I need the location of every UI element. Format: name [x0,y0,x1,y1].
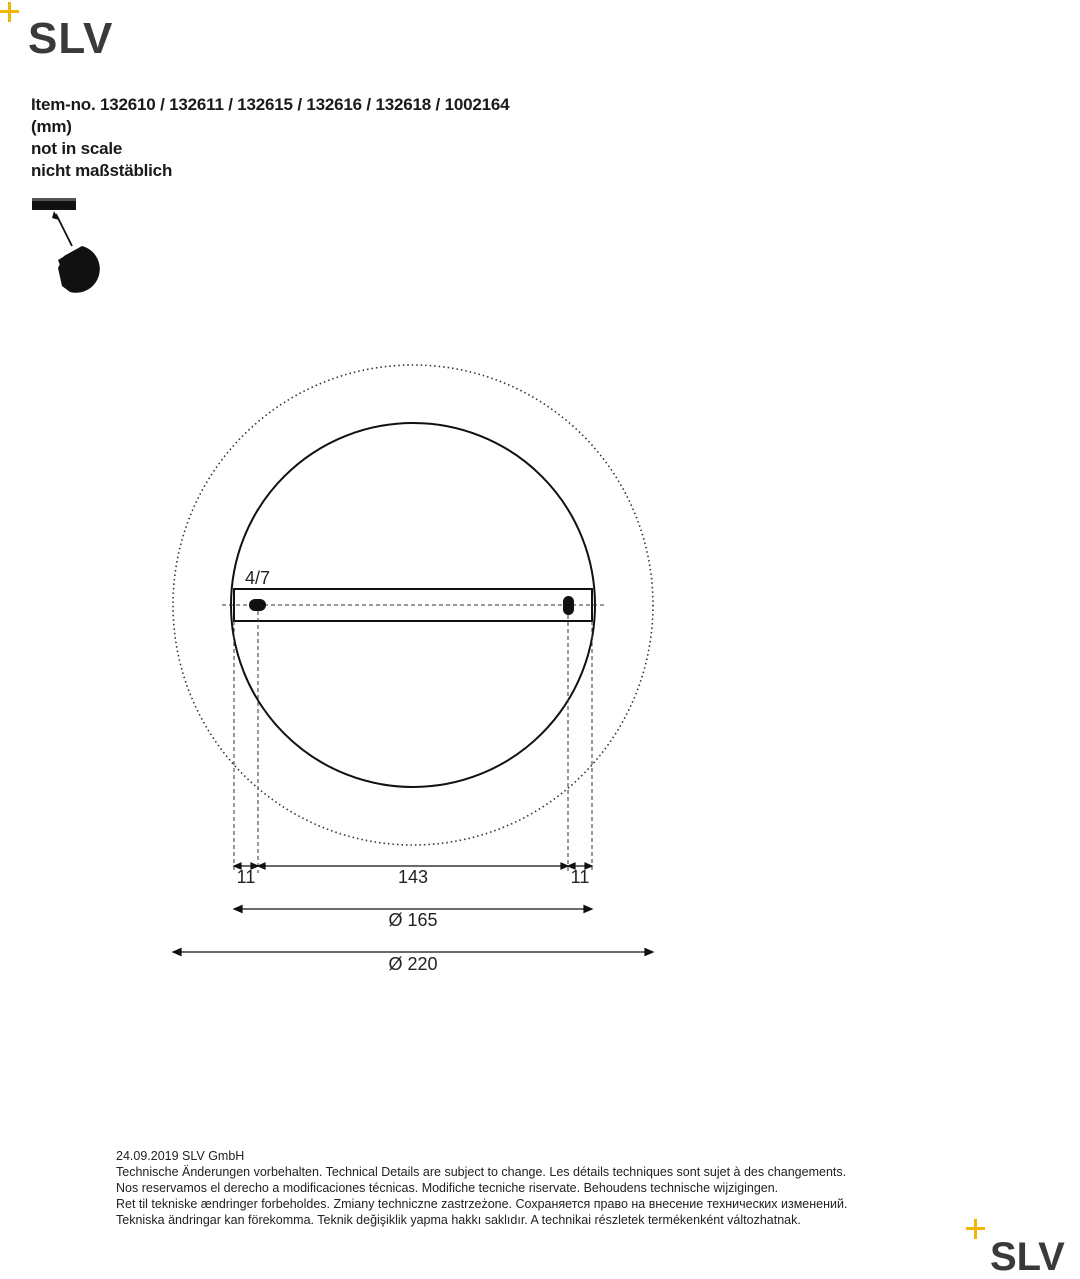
dim-left-offset: 11 [236,867,256,887]
item-numbers: Item-no. 132610 / 132611 / 132615 / 132616 / 132618 / 1002164 [31,95,510,114]
slv-wordmark: SLV [28,14,114,63]
slv-wordmark: SLV [990,1235,1065,1279]
dim-right-offset: 11 [570,867,590,887]
star-icon [966,1219,985,1239]
dim-plate-diameter: Ø 165 [388,910,438,930]
scale-note-en: not in scale [31,139,123,158]
slv-logo-bottom [960,1210,1080,1279]
unit-label: (mm) [31,117,72,136]
slot-left [249,599,266,611]
footer-disclaimer [116,1148,847,1228]
hole-label: 4/7 [245,568,271,588]
scale-note-de: nicht maßstäblich [31,161,173,180]
footer-line: Nos reservamos el derecho a modificaciones técnicas. Modifiche tecniche riservate. Behoudens technische wijzigingen. [116,1181,779,1195]
dim-hole-spacing: 143 [397,867,429,887]
dim-outer-diameter: Ø 220 [388,954,438,974]
footer-date-company: 24.09.2019 SLV GmbH [116,1149,245,1163]
footer-line: Technische Änderungen vorbehalten. Technical Details are subject to change. Les détails techniques sont sujet à des changements. [116,1165,847,1179]
footer-line: Ret til tekniske ændringer forbeholdes. Zmiany techniczne zastrzeżone. Сохраняется право на внесение технических изменений. [116,1197,848,1211]
footer-line: Tekniska ändringar kan förekomma. Teknik değişiklik yapma hakkı saklıdır. A technikai részletek termékenként változhatnak. [116,1213,801,1227]
slot-right [563,596,574,615]
